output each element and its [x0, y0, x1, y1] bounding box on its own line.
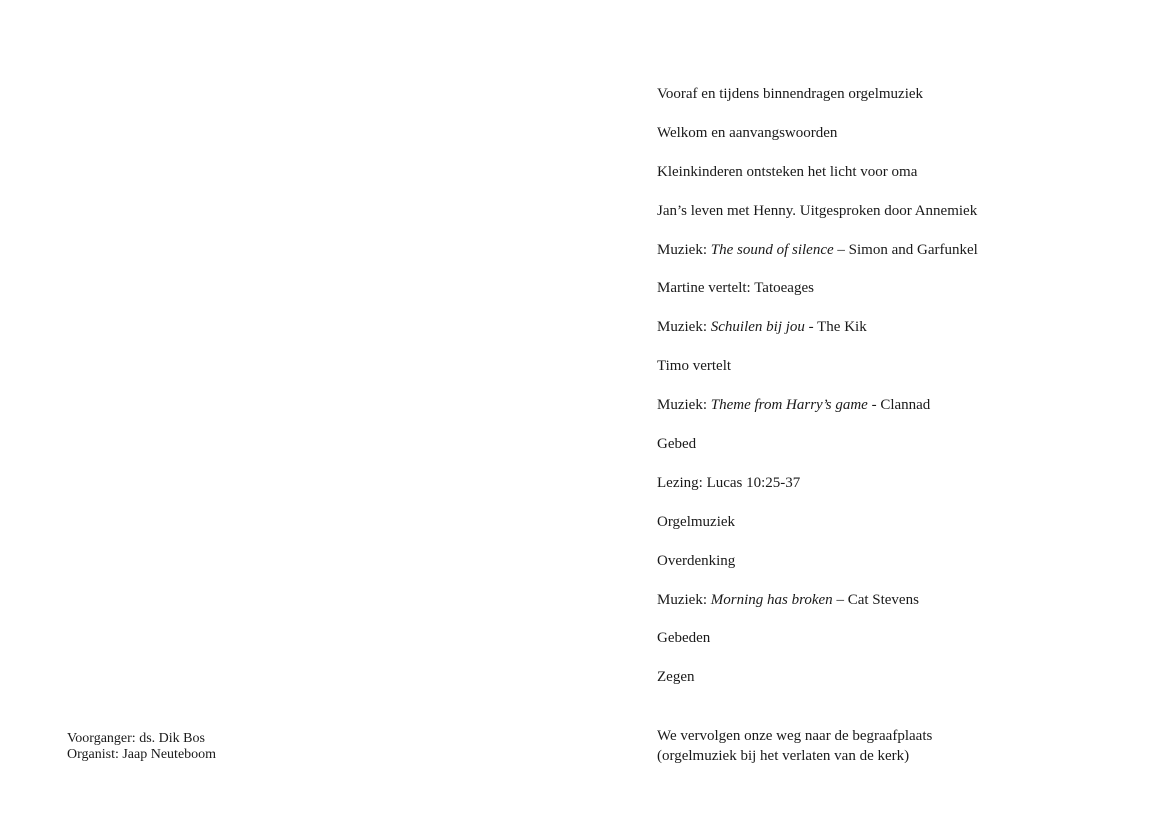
program-item: Overdenking: [657, 552, 736, 569]
program-item: Gebeden: [657, 630, 711, 647]
closing-note: [657, 726, 932, 766]
program-item: Orgelmuziek: [657, 513, 736, 530]
order-of-service: [657, 85, 978, 707]
music-title: Morning has broken: [710, 591, 833, 608]
closing-line: (orgelmuziek bij het verlaten van de kerk): [657, 748, 910, 764]
credits: [67, 731, 216, 763]
music-title: Theme from Harry’s game: [710, 397, 868, 414]
program-item-music: Muziek: Schuilen bij jou - The Kik: [657, 319, 867, 336]
program-item: Timo vertelt: [657, 358, 732, 375]
closing-line: We vervolgen onze weg naar de begraafplaats: [657, 728, 933, 744]
music-title: Schuilen bij jou: [710, 319, 805, 336]
program-item-music: Muziek: Theme from Harry’s game - Clannad: [657, 397, 931, 414]
program-item: Vooraf en tijdens binnendragen orgelmuziek: [657, 86, 924, 102]
program-item: Lezing: Lucas 10:25-37: [657, 474, 801, 491]
music-title: The sound of silence: [710, 241, 834, 258]
voorganger-line: Voorganger: ds. Dik Bos: [67, 731, 205, 746]
organist-line: Organist: Jaap Neuteboom: [67, 747, 217, 762]
program-item: Welkom en aanvangswoorden: [657, 124, 838, 141]
program-item: Jan’s leven met Henny. Uitgesproken door Annemiek: [657, 202, 978, 219]
right-page: [582, 0, 1165, 827]
program-item-music: Muziek: Morning has broken – Cat Stevens: [657, 591, 919, 608]
program-item: Zegen: [657, 669, 695, 686]
program-item-music: Muziek: The sound of silence – Simon and Garfunkel: [657, 241, 978, 258]
program-item: Kleinkinderen ontsteken het licht voor oma: [657, 163, 918, 180]
program-item: Gebed: [657, 436, 697, 453]
program-item: Martine vertelt: Tatoeages: [657, 280, 814, 297]
left-page: [0, 0, 582, 827]
